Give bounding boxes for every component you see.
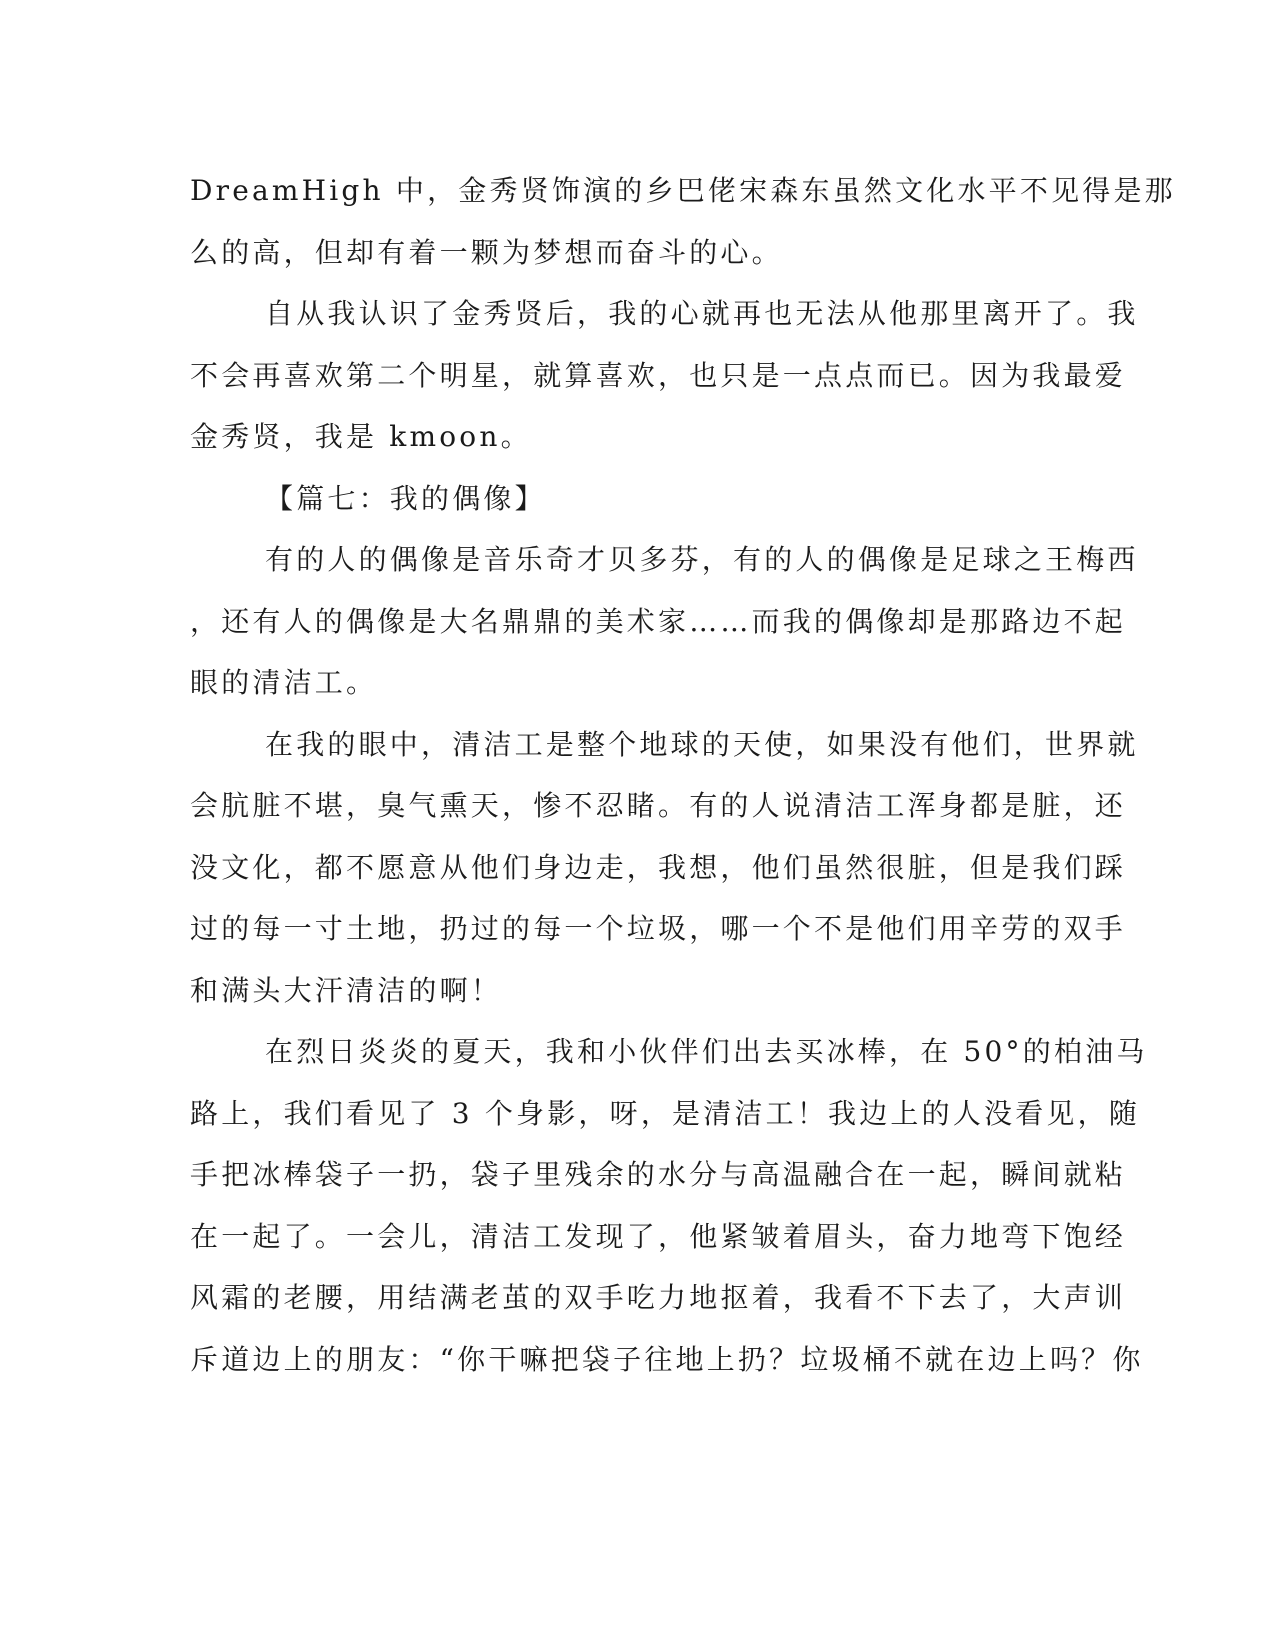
text-line: 在烈日炎炎的夏天，我和小伙伴们出去买冰棒，在 50°的柏油马 <box>265 1035 1148 1068</box>
text-line: 路上，我们看见了 3 个身影，呀，是清洁工！我边上的人没看见，随 <box>190 1096 1141 1130</box>
text-line: 没文化，都不愿意从他们身边走，我想，他们虽然很脏，但是我们踩 <box>190 850 1127 884</box>
text-line: 自从我认识了金秀贤后，我的心就再也无法从他那里离开了。我 <box>265 297 1139 330</box>
text-line: 金秀贤，我是 kmoon。 <box>190 420 532 453</box>
text-line: 斥道边上的朋友：“你干嘛把袋子往地上扔？垃圾桶不就在边上吗？你 <box>190 1342 1144 1376</box>
text-line: 不会再喜欢第二个明星，就算喜欢，也只是一点点而已。因为我最爱 <box>190 358 1127 392</box>
section-heading: 【篇七：我的偶像】 <box>265 481 546 515</box>
text-line: 么的高，但却有着一颗为梦想而奋斗的心。 <box>190 235 783 269</box>
text-line: 过的每一寸土地，扔过的每一个垃圾，哪一个不是他们用辛劳的双手 <box>190 912 1127 945</box>
text-line: 眼的清洁工。 <box>190 666 378 699</box>
text-line: 风霜的老腰，用结满老茧的双手吃力地抠着，我看不下去了，大声训 <box>190 1281 1127 1314</box>
text-line: 在一起了。一会儿，清洁工发现了，他紧皱着眉头，奋力地弯下饱经 <box>190 1219 1127 1253</box>
text-line: 有的人的偶像是音乐奇才贝多芬，有的人的偶像是足球之王梅西 <box>265 543 1139 576</box>
text-line: DreamHigh 中，金秀贤饰演的乡巴佬宋森东虽然文化水平不见得是那 <box>190 174 1176 207</box>
text-line: 手把冰棒袋子一扔，袋子里残余的水分与高温融合在一起，瞬间就粘 <box>190 1158 1127 1191</box>
text-line: ，还有人的偶像是大名鼎鼎的美术家……而我的偶像却是那路边不起 <box>190 604 1127 638</box>
text-line: 和满头大汗清洁的啊！ <box>190 973 503 1007</box>
text-line: 在我的眼中，清洁工是整个地球的天使，如果没有他们，世界就 <box>265 727 1139 761</box>
text-line: 会肮脏不堪，臭气熏天，惨不忍睹。有的人说清洁工浑身都是脏，还 <box>190 789 1127 822</box>
body-text <box>190 160 1176 1390</box>
